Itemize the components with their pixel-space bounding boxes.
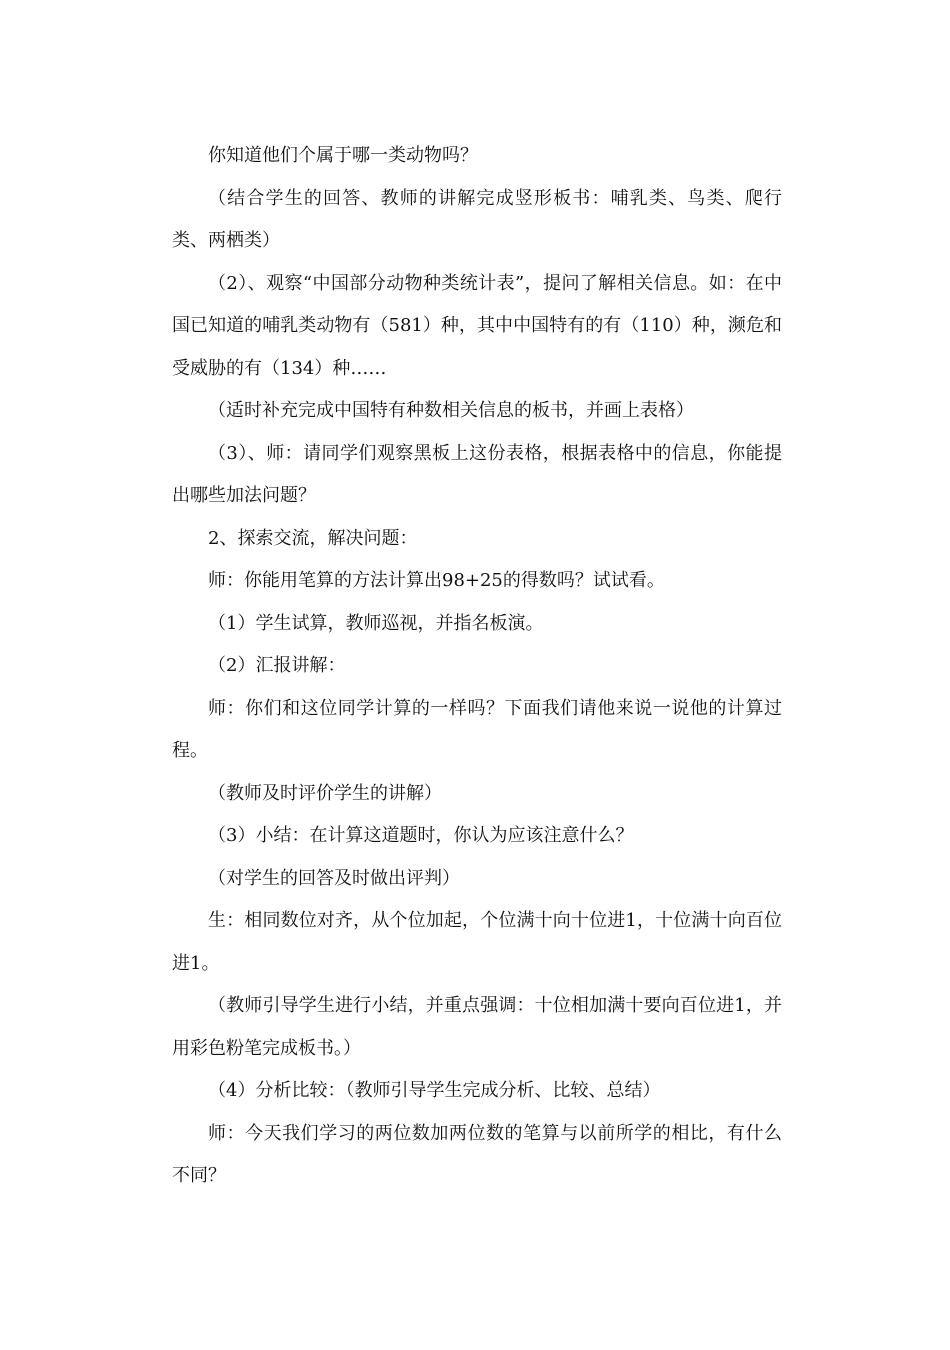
paragraph-1: 你知道他们个属于哪一类动物吗？ bbox=[208, 145, 478, 166]
paragraph-10: 师：你们和这位同学计算的一样吗？下面我们请他来说一说他的计算过程。 bbox=[172, 697, 782, 761]
paragraph-8: （1）学生试算，教师巡视，并指名板演。 bbox=[208, 612, 544, 634]
document-body bbox=[172, 135, 782, 1198]
paragraph-11: （教师及时评价学生的讲解） bbox=[208, 782, 442, 804]
paragraph-13: （对学生的回答及时做出评判） bbox=[208, 867, 460, 889]
paragraph-12: （3）小结：在计算这道题时，你认为应该注意什么？ bbox=[208, 825, 634, 846]
paragraph-2: （结合学生的回答、教师的讲解完成竖形板书：哺乳类、鸟类、爬行类、两栖类） bbox=[172, 187, 782, 251]
paragraph-3: （2）、观察“中国部分动物种类统计表”，提问了解相关信息。如：在中国已知道的哺乳类动物有（581）种，其中中国特有的有（110）种，濒危和受威胁的有（134）种…… bbox=[172, 272, 782, 379]
paragraph-16: （4）分析比较：（教师引导学生完成分析、比较、总结） bbox=[208, 1080, 661, 1101]
paragraph-9: （2）汇报讲解： bbox=[208, 655, 346, 676]
paragraph-5: （3）、师：请同学们观察黑板上这份表格，根据表格中的信息，你能提出哪些加法问题？ bbox=[172, 442, 782, 506]
paragraph-15: （教师引导学生进行小结，并重点强调：十位相加满十要向百位进1，并用彩色粉笔完成板书。） bbox=[172, 995, 782, 1059]
paragraph-17: 师：今天我们学习的两位数加两位数的笔算与以前所学的相比，有什么不同？ bbox=[172, 1122, 782, 1186]
paragraph-14: 生：相同数位对齐，从个位加起，个位满十向十位进1，十位满十向百位进1。 bbox=[172, 910, 782, 974]
paragraph-4: （适时补充完成中国特有种数相关信息的板书，并画上表格） bbox=[208, 400, 694, 421]
paragraph-6: 2、探索交流，解决问题： bbox=[208, 527, 418, 549]
paragraph-7: 师：你能用笔算的方法计算出98+25的得数吗？试试看。 bbox=[208, 570, 665, 591]
